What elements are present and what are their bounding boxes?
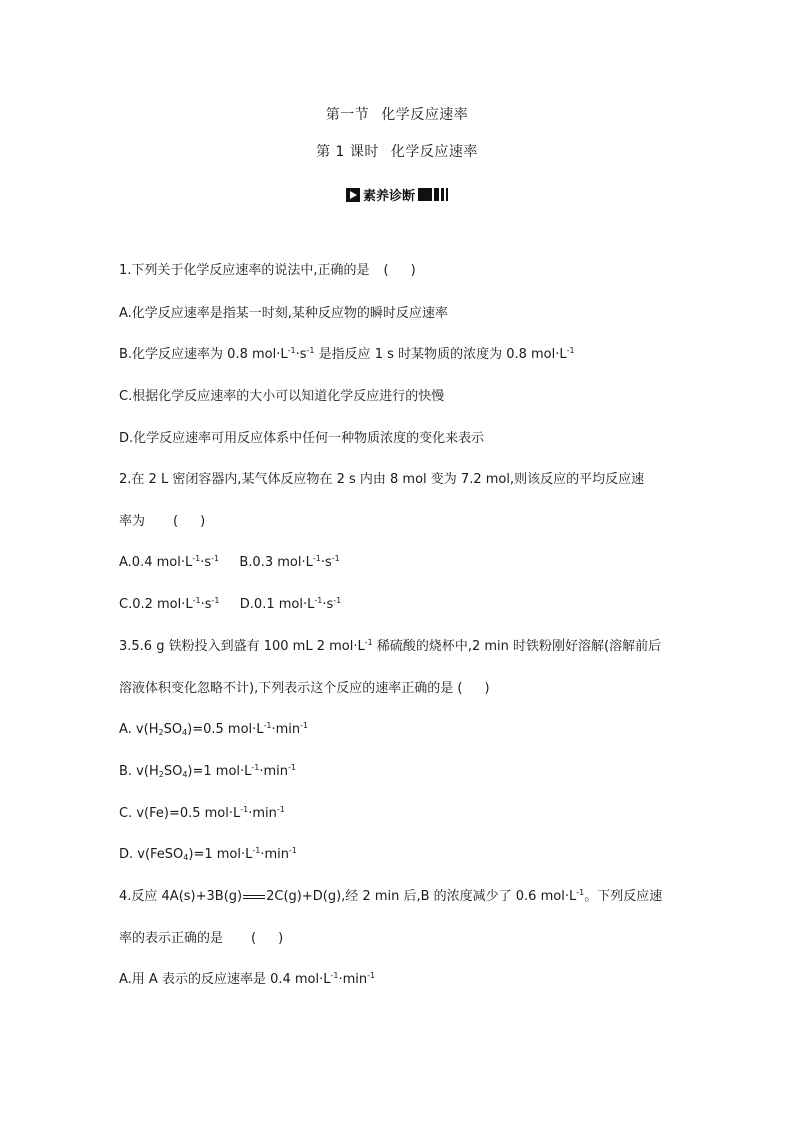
q4-option-a: A.用 A 表示的反应速率是 0.4 $mol\cdot L^{-1}\cdot\min^{-1}$ [119, 971, 376, 987]
q3-option-b: B. $v(H_2SO_4)=1$ $mol\cdot L^{-1}\cdot\min^{-1}$ [119, 763, 297, 779]
play-icon [346, 188, 360, 202]
banner-label: 素养诊断 [362, 189, 415, 204]
q2-stem-line1: 2.在 2 L 密闭容器内,某气体反应物在 2 s 内由 8 mol 变为 7.2 mol,则该反应的平均反应速 [119, 472, 645, 487]
equilibrium-arrow-icon [243, 895, 265, 896]
section-banner [0, 185, 794, 204]
lesson-subtitle: 第 1 课时 化学反应速率 [316, 144, 478, 160]
q1-option-d: D.化学反应速率可用反应体系中任何一种物质浓度的变化来表示 [119, 431, 485, 446]
q3-option-c: C. v(Fe)=0.5 $mol\cdot L^{-1}\cdot\min^{-1}$ [119, 805, 285, 821]
q3-option-d: D. v(FeSO$_4$)=1 $mol\cdot L^{-1}\cdot\min^{-1}$ [119, 846, 297, 862]
q2-options-ab: A.0.4 $mol\cdot L^{-1}\cdot s^{-1}$ B.0.3 $mol\cdot L^{-1}\cdot s^{-1}$ [119, 554, 340, 570]
q3-stem-line1: 3.5.6 g 铁粉投入到盛有 100 mL 2 $mol\cdot L^{-1}$ 稀硫酸的烧杯中,2 min 时铁粉刚好溶解(溶解前后 [119, 638, 662, 654]
q2-options-cd: C.0.2 $mol\cdot L^{-1}\cdot s^{-1}$ D.0.1 $mol\cdot L^{-1}\cdot s^{-1}$ [119, 596, 342, 612]
q1-stem: 1.下列关于化学反应速率的说法中,正确的是 ( ) [119, 263, 416, 278]
bars-decoration-icon [418, 188, 448, 201]
section-title: 第一节 化学反应速率 [325, 107, 469, 123]
q3-option-a: A. $v(H_2SO_4)=0.5$ $mol\cdot L^{-1}\cdot\min^{-1}$ [119, 721, 309, 737]
q1-option-c: C.根据化学反应速率的大小可以知道化学反应进行的快慢 [119, 389, 445, 404]
q4-stem-line2: 率的表示正确的是 ( ) [119, 931, 284, 946]
q1-option-b: B.化学反应速率为 0.8 $mol\cdot L^{-1}\cdot s^{-1}$ 是指反应 1 s 时某物质的浓度为 0.8 $mol\cdot L^{-1}$ [119, 346, 575, 362]
q2-stem-line2: 率为 ( ) [119, 514, 206, 529]
q1-option-a: A.化学反应速率是指某一时刻,某种反应物的瞬时反应速率 [119, 306, 448, 321]
q4-stem-line1: 4.反应 4A(s)+3B(g) 2C(g)+D(g),经 2 min 后,B 的浓度减少了 0.6 $mol\cdot L^{-1}$。下列反应速 [119, 888, 663, 904]
q3-stem-line2: 溶液体积变化忽略不计),下列表示这个反应的速率正确的是 ( ) [119, 681, 490, 696]
